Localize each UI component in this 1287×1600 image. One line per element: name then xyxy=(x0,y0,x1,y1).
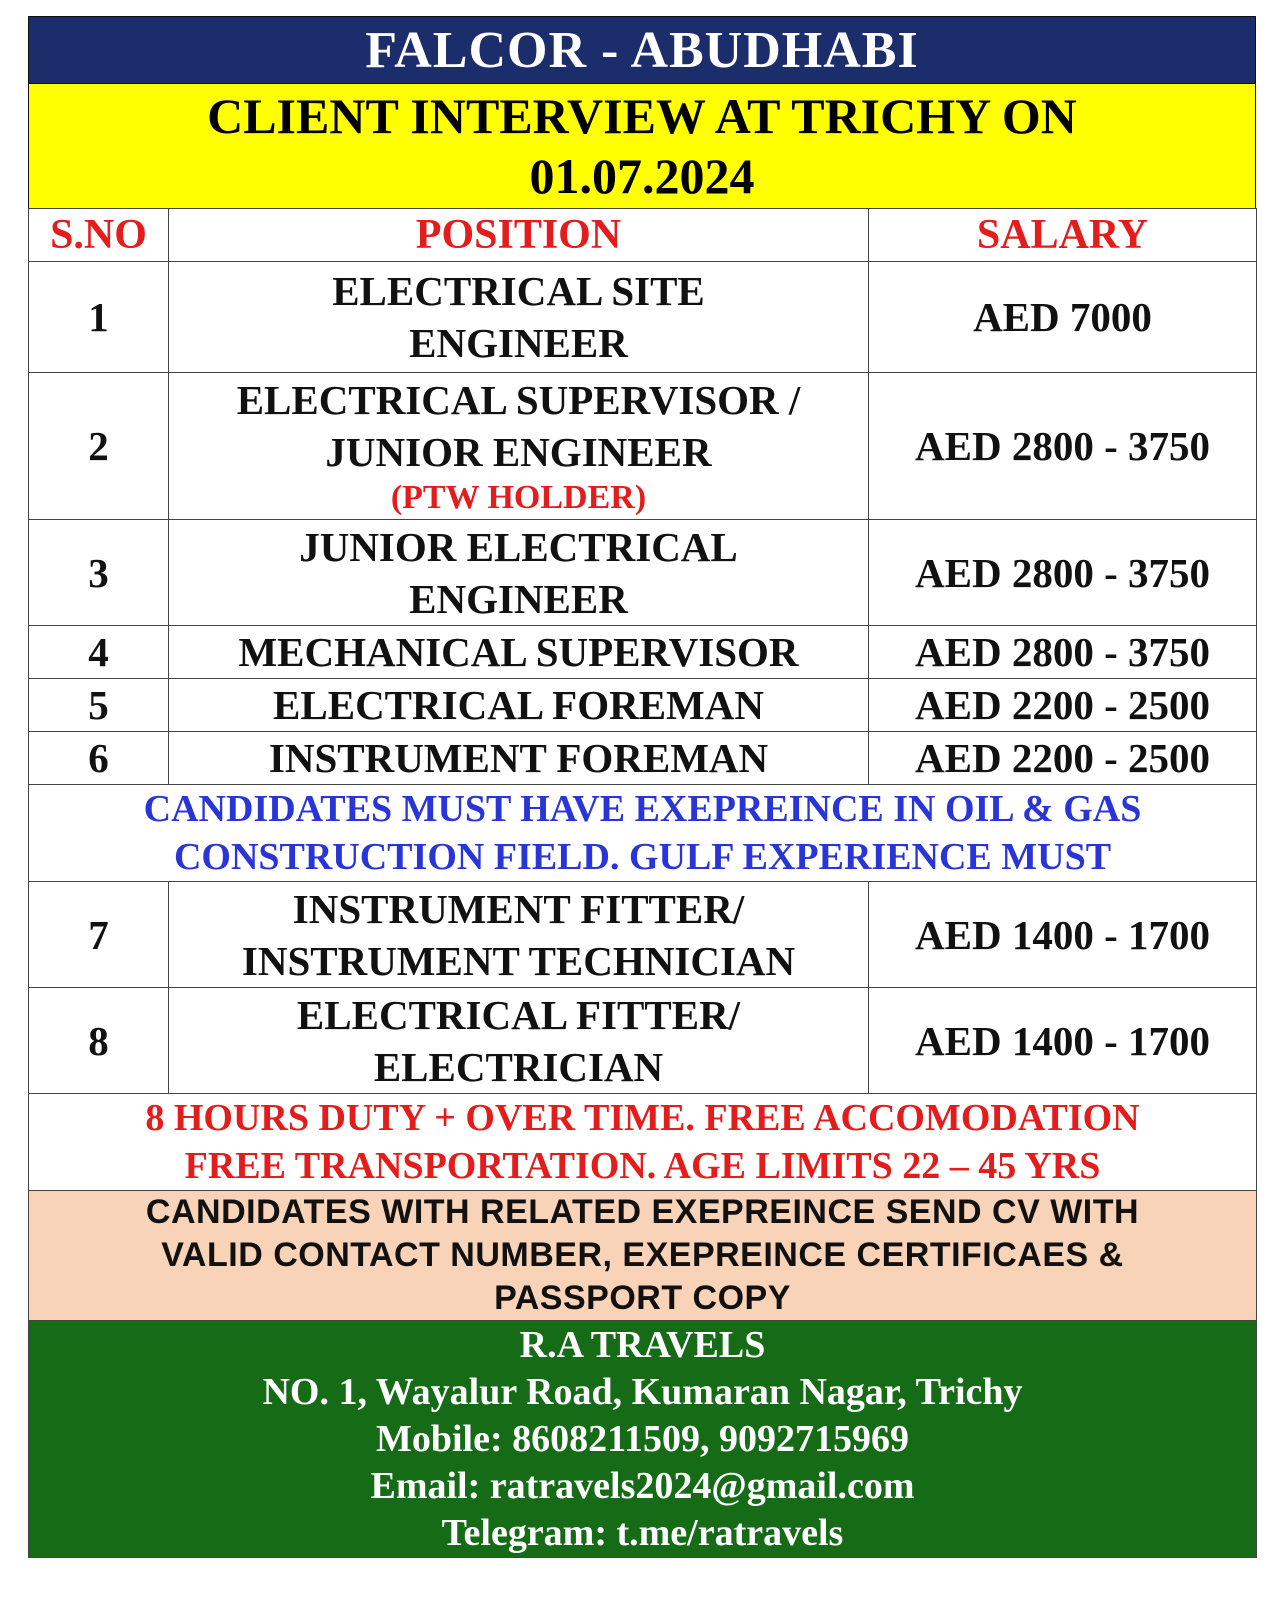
apply-notice-line: VALID CONTACT NUMBER, EXEPREINCE CERTIFICAES & xyxy=(161,1236,1124,1274)
column-header-sno: S.NO xyxy=(29,209,169,262)
position-cell xyxy=(169,882,869,988)
sno-cell: 7 xyxy=(29,882,169,988)
table-row xyxy=(29,988,1257,1094)
agency-name: R.A TRAVELS xyxy=(519,1323,766,1366)
experience-notice xyxy=(29,785,1257,882)
salary-cell: AED 2200 - 2500 xyxy=(869,732,1257,785)
apply-notice-line: CANDIDATES WITH RELATED EXEPREINCE SEND CV WITH xyxy=(145,1193,1140,1231)
duty-notice-line: 8 HOURS DUTY + OVER TIME. FREE ACCOMODATION xyxy=(145,1097,1140,1139)
experience-notice-line: CONSTRUCTION FIELD. GULF EXPERIENCE MUST xyxy=(173,836,1112,878)
salary-cell: AED 2800 - 3750 xyxy=(869,373,1257,520)
duty-notice-row xyxy=(29,1094,1257,1191)
table-row xyxy=(29,373,1257,520)
table-row xyxy=(29,732,1257,785)
salary-cell: AED 2800 - 3750 xyxy=(869,626,1257,679)
contact-block xyxy=(29,1321,1257,1558)
position-line: INSTRUMENT FITTER/ xyxy=(292,885,745,932)
table-header-row xyxy=(29,209,1257,262)
contact-row xyxy=(29,1321,1257,1558)
table-row xyxy=(29,679,1257,732)
salary-cell: AED 2200 - 2500 xyxy=(869,679,1257,732)
sno-cell: 4 xyxy=(29,626,169,679)
interview-banner xyxy=(28,84,1256,208)
sno-cell: 6 xyxy=(29,732,169,785)
position-line: ELECTRICAL SITE xyxy=(332,268,705,314)
company-title: FALCOR - ABUDHABI xyxy=(365,21,919,79)
salary-cell: AED 7000 xyxy=(869,262,1257,373)
agency-address: NO. 1, Wayalur Road, Kumaran Nagar, Trichy xyxy=(262,1370,1023,1413)
job-poster xyxy=(28,16,1256,1558)
position-line: JUNIOR ENGINEER xyxy=(325,429,712,475)
sno-cell: 3 xyxy=(29,520,169,626)
position-cell xyxy=(169,988,869,1094)
company-banner xyxy=(28,16,1256,84)
apply-notice xyxy=(29,1191,1257,1321)
position-cell xyxy=(169,262,869,373)
position-cell: MECHANICAL SUPERVISOR xyxy=(169,626,869,679)
sno-cell: 1 xyxy=(29,262,169,373)
duty-notice xyxy=(29,1094,1257,1191)
sno-cell: 2 xyxy=(29,373,169,520)
salary-cell: AED 1400 - 1700 xyxy=(869,988,1257,1094)
column-header-position: POSITION xyxy=(169,209,869,262)
position-line: JUNIOR ELECTRICAL xyxy=(299,523,738,570)
position-cell xyxy=(169,373,869,520)
positions-table xyxy=(28,208,1257,1558)
position-line: ENGINEER xyxy=(409,320,628,366)
position-line: ELECTRICIAN xyxy=(373,1043,664,1090)
position-cell xyxy=(169,520,869,626)
interview-date: 01.07.2024 xyxy=(529,148,755,204)
position-line: ENGINEER xyxy=(409,575,628,622)
salary-cell: AED 1400 - 1700 xyxy=(869,882,1257,988)
table-row xyxy=(29,882,1257,988)
column-header-salary: SALARY xyxy=(869,209,1257,262)
table-row xyxy=(29,262,1257,373)
apply-notice-row xyxy=(29,1191,1257,1321)
agency-telegram: Telegram: t.me/ratravels xyxy=(441,1511,844,1554)
position-cell: ELECTRICAL FOREMAN xyxy=(169,679,869,732)
interview-line-1: CLIENT INTERVIEW AT TRICHY ON xyxy=(207,88,1077,144)
position-cell: INSTRUMENT FOREMAN xyxy=(169,732,869,785)
position-line: INSTRUMENT TECHNICIAN xyxy=(241,937,796,984)
agency-email: Email: ratravels2024@gmail.com xyxy=(370,1464,915,1507)
sno-cell: 8 xyxy=(29,988,169,1094)
duty-notice-line: FREE TRANSPORTATION. AGE LIMITS 22 – 45 YRS xyxy=(184,1145,1101,1187)
table-row xyxy=(29,626,1257,679)
experience-notice-line: CANDIDATES MUST HAVE EXEPREINCE IN OIL & GAS xyxy=(143,788,1142,830)
ptw-holder-note: (PTW HOLDER) xyxy=(390,479,647,516)
table-row xyxy=(29,520,1257,626)
position-line: ELECTRICAL FITTER/ xyxy=(296,991,741,1038)
position-line: ELECTRICAL SUPERVISOR / xyxy=(236,377,801,423)
salary-cell: AED 2800 - 3750 xyxy=(869,520,1257,626)
apply-notice-line: PASSPORT COPY xyxy=(494,1279,791,1317)
sno-cell: 5 xyxy=(29,679,169,732)
agency-mobile: Mobile: 8608211509, 9092715969 xyxy=(375,1417,910,1460)
experience-notice-row xyxy=(29,785,1257,882)
